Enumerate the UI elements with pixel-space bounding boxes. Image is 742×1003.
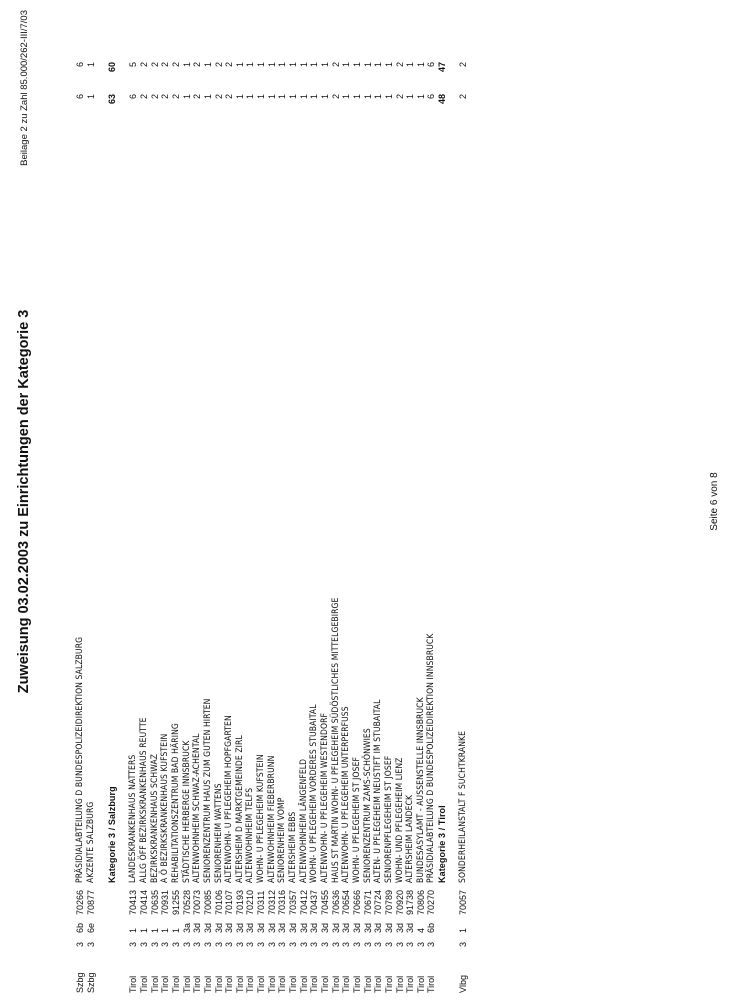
cell-v3: 1 xyxy=(288,62,298,68)
cell-kat: 3d xyxy=(288,922,298,933)
cell-kat: 3d xyxy=(277,922,288,933)
cell-kat: 3d xyxy=(202,922,213,933)
cell-v3: 1 xyxy=(298,62,309,68)
cell-code: 70437 xyxy=(309,889,320,915)
cell-kat: 3a xyxy=(181,922,192,933)
cell-v2: 1 xyxy=(383,94,394,100)
cell-v3: 2 xyxy=(213,62,224,68)
cell-code: 70654 xyxy=(341,889,352,915)
cell-code: 70789 xyxy=(383,889,394,915)
cell-zahl: 3 xyxy=(288,941,298,947)
cell-land: Tirol xyxy=(138,975,149,993)
cell-land: Tirol xyxy=(128,975,139,993)
cell-kat: 1 xyxy=(138,927,149,933)
cell-v2: 1 xyxy=(181,94,192,100)
cell-code: 70455 xyxy=(319,889,330,915)
cell-code: 70270 xyxy=(426,889,437,915)
cell-zahl: 3 xyxy=(319,941,330,947)
cell-name: SONDERHEILANSTALT F SUCHTKRANKE xyxy=(458,730,469,883)
cell-v2: 2 xyxy=(224,94,235,100)
cell-zahl: 3 xyxy=(341,941,352,947)
cell-land: Tirol xyxy=(277,975,288,993)
cell-v3: 2 xyxy=(160,62,171,68)
cell-name: WOHN- U PFLEGEHEIM ST JOSEF xyxy=(351,757,362,883)
cell-v3: 1 xyxy=(319,62,330,68)
cell-kat: 3d xyxy=(341,922,352,933)
cell-name: PRÄSIDIALABTEILUNG D BUNDESPOLIZEIDIREKTION INNSBRUCK xyxy=(426,633,437,883)
cell-zahl: 3 xyxy=(234,941,245,947)
cell-v2: 2 xyxy=(394,94,405,100)
cell-v3: 1 xyxy=(245,62,256,68)
cell-code: 70106 xyxy=(213,889,224,915)
cell-land: Tirol xyxy=(373,975,384,993)
cell-v3: 1 xyxy=(362,62,373,68)
cell-zahl: 3 xyxy=(224,941,235,947)
cell-land: Tirol xyxy=(181,975,192,993)
cell-zahl: 3 xyxy=(192,941,203,947)
cell-v3: 60 xyxy=(107,62,117,73)
cell-kat: 6b xyxy=(426,922,437,933)
cell-kat: 3d xyxy=(256,922,267,933)
cell-name: PRÄSIDIALABTEILUNG D BUNDESPOLIZEIDIREKTION SALZBURG xyxy=(75,636,85,883)
cell-v2: 1 xyxy=(351,94,362,100)
cell-name: ALTENWOHN- U PFLEGEHEIM HOPFGARTEN xyxy=(224,715,235,883)
cell-code: 91738 xyxy=(405,889,416,915)
cell-kat: 3d xyxy=(266,922,277,933)
cell-name: ALTENWOHNHEIM TELFS xyxy=(245,787,256,883)
cell-name: WOHN- U PFLEGEHEIM KUFSTEIN xyxy=(256,754,267,883)
cell-code: 70877 xyxy=(85,889,96,915)
cell-v3: 1 xyxy=(405,62,416,68)
cell-v2: 1 xyxy=(362,94,373,100)
cell-v2: 1 xyxy=(277,94,288,100)
cell-name: ALLG ÖFF BEZIRKSKRANKENHAUS REUTTE xyxy=(138,717,149,883)
cell-name: REHABILITATIONSZENTRUM BAD HÄRING xyxy=(170,723,181,883)
cell-code: 70412 xyxy=(298,889,309,915)
cell-kat: 3d xyxy=(245,922,256,933)
cell-land: Tirol xyxy=(426,975,437,993)
cell-code: 70671 xyxy=(362,889,373,915)
cell-zahl: 3 xyxy=(362,941,373,947)
cell-zahl: 3 xyxy=(330,941,341,947)
cell-kat: 6b xyxy=(75,922,85,933)
cell-v3: 1 xyxy=(256,62,267,68)
cell-v2: 1 xyxy=(234,94,245,100)
cell-kat: 3d xyxy=(234,922,245,933)
cell-v2: 48 xyxy=(437,94,448,105)
cell-v2: 1 xyxy=(341,94,352,100)
cell-zahl: 3 xyxy=(383,941,394,947)
cell-v2: 1 xyxy=(202,94,213,100)
cell-v2: 1 xyxy=(319,94,330,100)
page-footer: Seite 6 von 8 xyxy=(709,472,720,531)
cell-v2: 1 xyxy=(405,94,416,100)
cell-zahl: 3 xyxy=(309,941,320,947)
cell-name: LANDESKRANKENHAUS NATTERS xyxy=(128,754,139,883)
cell-land: Tirol xyxy=(341,975,352,993)
cell-v2: 1 xyxy=(373,94,384,100)
page-title: Zuweisung 03.02.2003 zu Einrichtungen der Kategorie 3 xyxy=(16,309,32,694)
cell-name: ALTENWOHN- U PFLEGEHEIM WESTENDORF xyxy=(319,712,330,883)
cell-kat: 3d xyxy=(298,922,309,933)
cell-kat: 3d xyxy=(405,922,416,933)
cell-v2: 1 xyxy=(85,94,96,100)
attachment-reference: Beilage 2 zu Zahl 85.000/262-III/7/03 xyxy=(19,10,30,166)
cell-code: 70311 xyxy=(256,890,267,915)
cell-code: 70107 xyxy=(224,889,235,915)
cell-kat: 3d xyxy=(309,922,320,933)
cell-v2: 1 xyxy=(309,94,320,100)
cell-zahl: 3 xyxy=(160,941,171,947)
cell-v2: 2 xyxy=(330,94,341,100)
cell-code: 70085 xyxy=(202,889,213,915)
cell-name: STÄDTISCHE HERBERGE INNSBRUCK xyxy=(181,740,192,883)
cell-v2: 2 xyxy=(192,94,203,100)
cell-v3: 2 xyxy=(330,62,341,68)
cell-name: ALTERSHEIM EBBS xyxy=(288,811,298,883)
cell-name: SENIORENHEIM WATTENS xyxy=(213,783,224,883)
cell-v2: 6 xyxy=(426,94,437,100)
cell-code: 70636 xyxy=(330,889,341,915)
cell-name: SENIORENPFLEGEHEIM ST JOSEF xyxy=(383,755,394,883)
cell-land: Tirol xyxy=(383,975,394,993)
cell-zahl: 3 xyxy=(149,941,160,947)
cell-v3: 1 xyxy=(277,62,288,68)
cell-v2: 6 xyxy=(128,94,139,100)
cell-v3: 1 xyxy=(181,62,192,68)
cell-zahl: 3 xyxy=(394,941,405,947)
cell-kat: 3d xyxy=(330,922,341,933)
cell-land: Vlbg xyxy=(458,974,469,993)
cell-v3: 47 xyxy=(437,62,448,73)
cell-v2: 1 xyxy=(298,94,309,100)
cell-land: Tirol xyxy=(394,975,405,993)
cell-v3: 1 xyxy=(85,62,96,68)
cell-land: Tirol xyxy=(202,975,213,993)
cell-code: 70931 xyxy=(160,889,171,915)
cell-name: ALTEN- U PFLEGEHEIM NEUSTIFT IM STUBAITAL xyxy=(373,699,384,883)
cell-kat: 3d xyxy=(383,922,394,933)
cell-v2: 2 xyxy=(458,94,469,100)
cell-kat: 1 xyxy=(160,927,171,933)
cell-name: A Ö BEZIRKSKRANKENHAUS KUFSTEIN xyxy=(160,733,171,883)
cell-zahl: 3 xyxy=(213,941,224,947)
cell-land: Tirol xyxy=(256,975,267,993)
cell-zahl: 3 xyxy=(245,941,256,947)
cell-kat: 3d xyxy=(362,922,373,933)
cell-v3: 2 xyxy=(224,62,235,68)
cell-code: 70528 xyxy=(181,889,192,915)
cell-zahl: 3 xyxy=(256,941,267,947)
cell-code: 70806 xyxy=(415,889,426,915)
cell-zahl: 3 xyxy=(181,941,192,947)
cell-name: ALTENWOHN- U PFLEGEHEIM UNTERPERFUSS xyxy=(341,706,352,883)
table-row xyxy=(457,0,469,1003)
cell-v3: 2 xyxy=(170,62,181,68)
cell-v3: 1 xyxy=(202,62,213,68)
subtotal-row xyxy=(106,0,118,1003)
cell-name: ALTENWOHNHEIM LÄNGENFELD xyxy=(298,758,309,883)
cell-v3: 1 xyxy=(351,62,362,68)
cell-name: BUNDESASYLAMT - AUSSENSTELLE INNSBRUCK xyxy=(415,697,426,883)
cell-kat: 3d xyxy=(213,922,224,933)
cell-v3: 1 xyxy=(266,62,277,68)
cell-land: Tirol xyxy=(245,975,256,993)
cell-code: 70057 xyxy=(458,889,469,915)
cell-v2: 1 xyxy=(256,94,267,100)
cell-v3: 2 xyxy=(149,62,160,68)
cell-land: Tirol xyxy=(362,975,373,993)
cell-v3: 6 xyxy=(75,62,85,68)
cell-v3: 6 xyxy=(426,62,437,68)
cell-zahl: 3 xyxy=(138,941,149,947)
cell-v2: 63 xyxy=(107,94,117,105)
cell-code: 70316 xyxy=(277,889,288,915)
cell-v3: 1 xyxy=(341,62,352,68)
cell-v3: 1 xyxy=(234,62,245,68)
cell-land: Tirol xyxy=(319,975,330,993)
cell-v2: 1 xyxy=(245,94,256,100)
cell-zahl: 3 xyxy=(128,941,139,947)
cell-land: Tirol xyxy=(405,975,416,993)
cell-kat: 3d xyxy=(224,922,235,933)
cell-kat: 6e xyxy=(85,922,96,933)
cell-name: ALTERSHEIM LANDECK xyxy=(405,794,416,883)
cell-zahl: 3 xyxy=(170,941,181,947)
cell-v3: 5 xyxy=(128,62,139,68)
cell-land: Szbg xyxy=(75,972,85,993)
cell-code: 70635 xyxy=(149,889,160,915)
cell-kat: 1 xyxy=(170,927,181,933)
cell-zahl: 3 xyxy=(426,941,437,947)
cell-code: 70357 xyxy=(288,889,298,915)
cell-v2: 2 xyxy=(138,94,149,100)
cell-kat: 1 xyxy=(458,927,469,933)
cell-land: Tirol xyxy=(149,975,160,993)
cell-code: 70073 xyxy=(192,889,203,915)
cell-v3: 1 xyxy=(383,62,394,68)
cell-name: SENIORENHEIM VOMP xyxy=(277,797,288,883)
cell-v3: 1 xyxy=(373,62,384,68)
cell-v2: 2 xyxy=(170,94,181,100)
cell-v2: 1 xyxy=(266,94,277,100)
cell-kat: 3d xyxy=(319,922,330,933)
cell-v3: 1 xyxy=(415,62,426,68)
cell-code: 70266 xyxy=(75,889,85,915)
cell-name: WOHN- UND PFLEGEHEIM LIENZ xyxy=(394,757,405,883)
cell-zahl: 3 xyxy=(298,941,309,947)
cell-zahl: 3 xyxy=(458,941,469,947)
cell-v2: 2 xyxy=(160,94,171,100)
cell-land: Tirol xyxy=(213,975,224,993)
cell-kat: 3d xyxy=(351,922,362,933)
cell-land: Tirol xyxy=(415,975,426,993)
cell-code: 70724 xyxy=(373,889,384,915)
cell-kat: 3d xyxy=(192,922,203,933)
cell-code: 70312 xyxy=(266,889,277,915)
cell-v3: 1 xyxy=(309,62,320,68)
subtotal-row xyxy=(436,0,448,1003)
cell-name: BEZIRKSKRANKENHAUS SCHWAZ xyxy=(149,753,160,883)
cell-zahl: 3 xyxy=(415,941,426,947)
cell-name: ALTERSHEIM D MARKTGEMEINDE ZIRL xyxy=(234,735,245,883)
cell-zahl: 3 xyxy=(202,941,213,947)
cell-name: WOHN- U PFLEGEHEIM VORDERES STUBAITAL xyxy=(309,704,320,883)
cell-land: Szbg xyxy=(85,972,96,993)
cell-kat: 3d xyxy=(394,922,405,933)
cell-land: Tirol xyxy=(160,975,171,993)
cell-zahl: 3 xyxy=(75,941,85,947)
cell-zahl: 3 xyxy=(277,941,288,947)
cell-land: Tirol xyxy=(288,975,298,993)
cell-zahl: 3 xyxy=(405,941,416,947)
cell-name: AKZENTE SALZBURG xyxy=(85,801,96,883)
cell-code: 70193 xyxy=(234,889,245,915)
cell-kat: 4 xyxy=(415,927,426,933)
cell-zahl: 3 xyxy=(85,941,96,947)
cell-v2: 2 xyxy=(149,94,160,100)
cell-code: 70210 xyxy=(245,889,256,915)
cell-land: Tirol xyxy=(224,975,235,993)
cell-name: Kategorie 3 / Salzburg xyxy=(107,786,117,883)
cell-code: 70413 xyxy=(128,889,139,915)
cell-land: Tirol xyxy=(234,975,245,993)
table-row xyxy=(85,0,97,1003)
cell-name: SENIORENZENTRUM ZAMS-SCHÖNWIES xyxy=(362,728,373,883)
cell-name: ALTENWOHNHEIM SCHWAZ-ACHENTAL xyxy=(192,733,203,883)
cell-zahl: 3 xyxy=(351,941,362,947)
cell-v3: 2 xyxy=(138,62,149,68)
cell-v3: 2 xyxy=(192,62,203,68)
cell-name: HAUS ST MARTIN WOHN- U PFLEGEHEIM SÜDÖSTLICHES MITTELGEBIRGE xyxy=(330,597,341,883)
cell-land: Tirol xyxy=(170,975,181,993)
cell-kat: 1 xyxy=(149,927,160,933)
cell-v2: 2 xyxy=(213,94,224,100)
cell-zahl: 3 xyxy=(266,941,277,947)
cell-code: 70414 xyxy=(138,889,149,915)
cell-land: Tirol xyxy=(351,975,362,993)
cell-name: SENIORENZENTRUM HAUS ZUM GUTEN HIRTEN xyxy=(202,698,213,883)
cell-v2: 6 xyxy=(75,94,85,100)
cell-v3: 2 xyxy=(458,62,469,68)
cell-land: Tirol xyxy=(298,975,309,993)
cell-v2: 1 xyxy=(415,94,426,100)
cell-kat: 1 xyxy=(128,927,139,933)
cell-name: Kategorie 3 / Tirol xyxy=(437,805,448,883)
cell-land: Tirol xyxy=(330,975,341,993)
cell-land: Tirol xyxy=(309,975,320,993)
cell-name: ALTENWOHNHEIM FIEBERBRUNN xyxy=(266,755,277,883)
cell-land: Tirol xyxy=(192,975,203,993)
cell-code: 91255 xyxy=(170,889,181,915)
cell-code: 70920 xyxy=(394,889,405,915)
cell-kat: 3d xyxy=(373,922,384,933)
cell-zahl: 3 xyxy=(373,941,384,947)
cell-v2: 1 xyxy=(288,94,298,100)
cell-land: Tirol xyxy=(266,975,277,993)
cell-code: 70666 xyxy=(351,889,362,915)
cell-v3: 2 xyxy=(394,62,405,68)
